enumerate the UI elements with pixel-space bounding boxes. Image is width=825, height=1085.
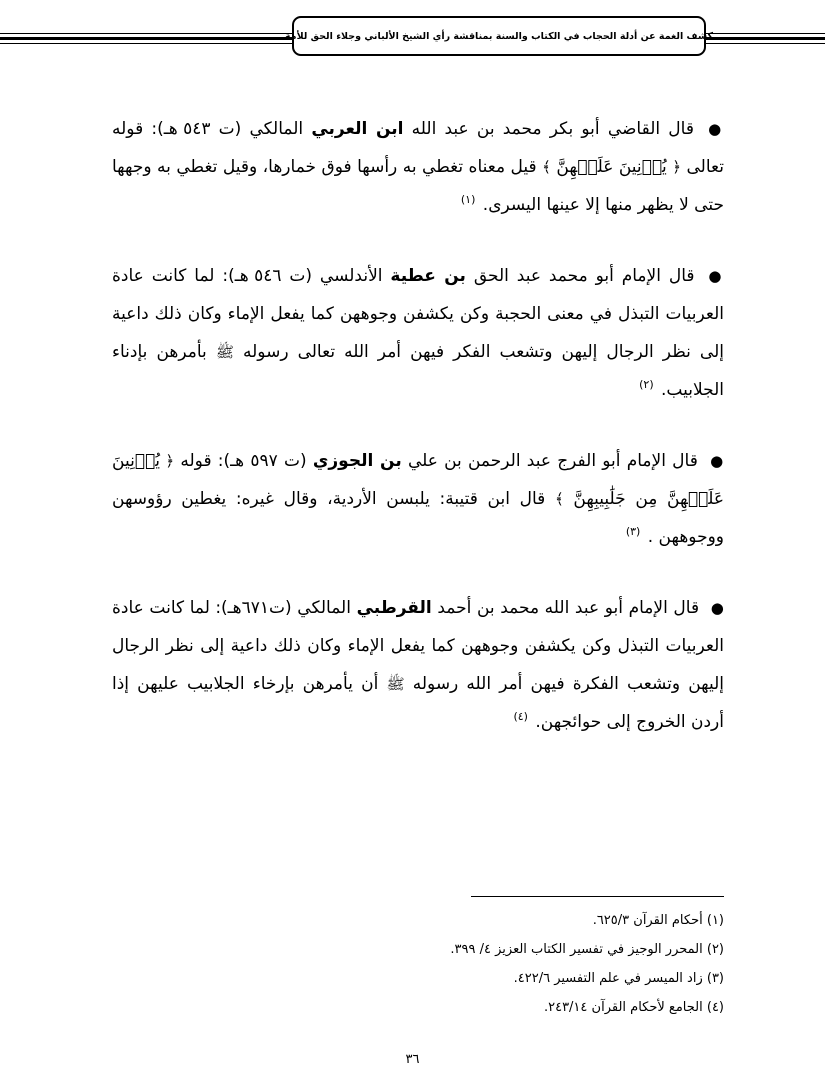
page-number: ٣٦: [405, 1052, 420, 1067]
footnotes: [112, 906, 724, 1022]
scholar-name: بن الجوزي: [312, 451, 402, 471]
scholar-name: القرطبي: [356, 598, 432, 618]
paragraph-text: المالكي (ت٦٧١هـ): لما كانت عادة العربيات التبذل وكن يكشفن وجوههن كما يفعل الإماء وكان ذلك داعية إلى نظر الرجال إليهن وتشعب الفكرة فيهن أمر الله رسوله: [112, 598, 725, 694]
salawat-glyph: ﷺ: [386, 675, 405, 693]
ornate-bracket-close: ﴾: [542, 158, 551, 176]
footnote-reference[interactable]: (٢): [639, 378, 654, 392]
scholar-name: بن عطية: [390, 266, 466, 286]
paragraph-ibn-al-arabi: [112, 110, 724, 224]
main-text: [112, 110, 724, 774]
running-header: [284, 16, 714, 56]
footnote-separator: [471, 896, 724, 897]
paragraph-text: بأمرهن بإدناء الجلابيب.: [112, 342, 724, 400]
scholar-name: ابن العربي: [311, 119, 404, 139]
bullet-icon: ●: [708, 120, 725, 138]
footnote-reference[interactable]: (٤): [513, 710, 528, 724]
footnote-2: (٢) المحرر الوجيز في تفسير الكتاب العزيز ٤/ ٣٩٩.: [450, 942, 724, 957]
ornate-bracket-open: ﴿: [165, 452, 175, 470]
paragraph-text: الأندلسي (ت ٥٤٦ هـ): لما كانت عادة العربيات التبذل في معنى الحجبة وكن يكشفن وجوههن كما يفعل الإماء وكان ذلك داعية إلى نظر الرجال إليهن وتشعب الفكر فيهن أمر الله تعالى رسوله: [112, 266, 724, 362]
paragraph-ibn-al-jawzi: [112, 442, 724, 556]
quran-verse: يُدۡنِينَ عَلَيۡهِنَّ مِن جَلَٰبِيبِهِنَّ: [112, 451, 724, 509]
paragraph-text: قال ابن قتيبة: يلبسن الأردية، وقال غيره: يغطين رؤوسهن ووجوههن .: [112, 489, 724, 547]
book-title: كشف الغمة عن أدلة الحجاب في الكتاب والسنة بمناقشة رأي الشيخ الألباني وجلاء الحق للأمة: [284, 30, 714, 42]
footnote-reference[interactable]: (١): [460, 193, 476, 207]
paragraph-text: أن يأمرهن بإرخاء الجلابيب عليهن إذا أردن الخروج إلى حوائجهن.: [112, 674, 724, 732]
salawat-glyph: ﷺ: [215, 343, 234, 361]
footnote-1: (١) أحكام القرآن ٦٢٥/٣.: [592, 913, 724, 928]
footnote-reference[interactable]: (٣): [625, 525, 641, 539]
paragraph-text: (ت ٥٩٧ هـ): قوله: [174, 451, 307, 471]
ornate-bracket-open: ﴿: [672, 158, 682, 176]
paragraph-al-qurtubi: [112, 589, 724, 741]
quran-verse: يُدۡنِينَ عَلَيۡهِنَّ: [556, 157, 667, 177]
paragraph-text: قال الإمام أبو الفرج عبد الرحمن بن علي: [401, 451, 698, 471]
paragraph-ibn-atiyya: [112, 257, 724, 409]
bullet-icon: ●: [710, 599, 725, 617]
paragraph-text: قيل معناه تغطي به رأسها فوق خمارها، وقيل تغطي به وجهها حتى لا يظهر منها إلا عينها اليسرى.: [112, 157, 724, 215]
paragraph-text: قال القاضي أبو بكر محمد بن عبد الله: [403, 119, 694, 139]
paragraph-text: قال الإمام أبو محمد عبد الحق: [465, 266, 695, 286]
ornate-bracket-close: ﴾: [554, 490, 564, 508]
paragraph-text: قال الإمام أبو عبد الله محمد بن أحمد: [431, 598, 700, 618]
bullet-icon: ●: [708, 267, 724, 285]
paragraph-text: المالكي (ت ٥٤٣ هـ): قوله تعالى: [112, 119, 724, 177]
footnote-4: (٤) الجامع لأحكام القرآن ٢٤٣/١٤.: [543, 1000, 724, 1015]
footnote-3: (٣) زاد الميسر في علم التفسير ٤٢٢/٦.: [513, 971, 724, 986]
bullet-icon: ●: [710, 452, 724, 470]
